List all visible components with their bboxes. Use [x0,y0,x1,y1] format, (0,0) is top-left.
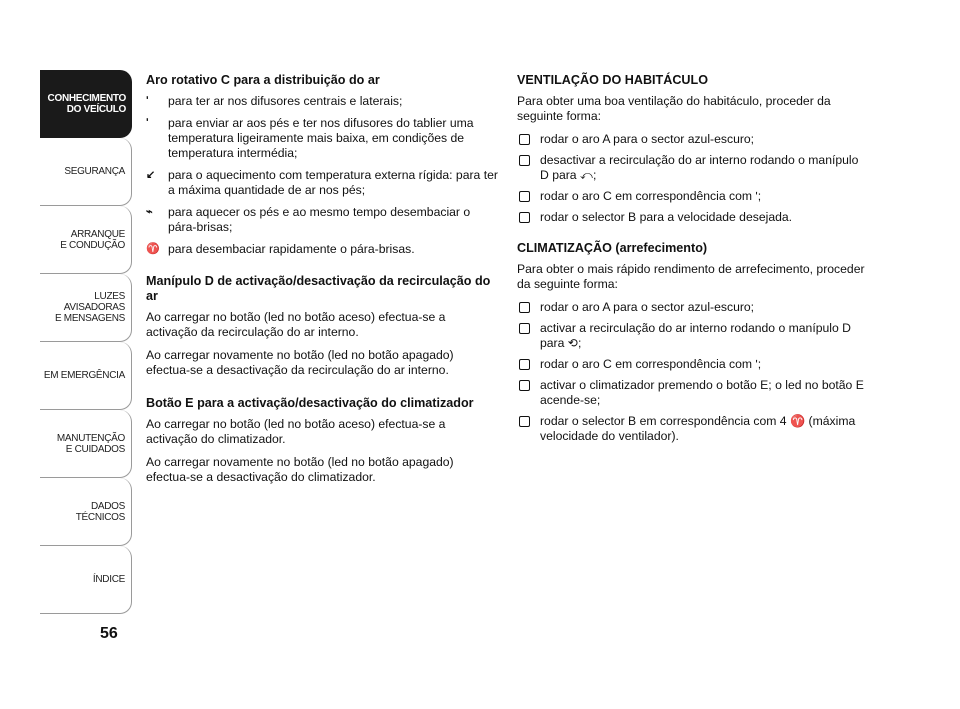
checkbox-bullet-icon [519,191,530,202]
tab-conhecimento-do-veiculo[interactable] [40,70,132,138]
tab-dados-tecnicos[interactable] [40,478,132,546]
symbol-item [146,242,498,257]
left-column [146,73,498,493]
list-item [517,321,867,351]
list-item [517,189,867,204]
tab-luzes-avisadoras[interactable] [40,274,132,342]
tab-label: ARRANQUE E CONDUÇÃO [60,228,125,251]
list-item [517,378,867,408]
heading-climatizacao: CLIMATIZAÇÃO (arrefecimento) [517,241,708,255]
symbol-text: para enviar ar aos pés e ter nos difusores do tablier uma temperatura ligeiramente mais baixa, em condições de temperatura intermédia; [168,116,474,160]
symbol-item [146,205,498,235]
vent-feet-windscreen-icon: ⌁ [146,206,153,218]
checkbox-bullet-icon [519,416,530,427]
windscreen-defrost-icon: ♈ [146,243,160,255]
list-text: activar a recirculação do ar interno rodando o manípulo D para ⟲; [540,321,851,350]
list-item [517,357,867,372]
tab-arranque-e-conducao[interactable] [40,206,132,274]
list-text: rodar o aro C em correspondência com ʹ; [540,189,762,203]
tab-label: CONHECIMENTO DO VEÍCULO [47,93,126,115]
checkbox-bullet-icon [519,212,530,223]
list-item [517,153,867,183]
checkbox-bullet-icon [519,380,530,391]
symbol-text: para aquecer os pés e ao mesmo tempo desembaciar o pára-brisas; [168,205,471,234]
list-text: desactivar a recirculação do ar interno rodando o manípulo D para ⤺; [540,153,859,182]
heading-ventilacao: VENTILAÇÃO DO HABITÁCULO [517,73,708,87]
tab-seguranca[interactable] [40,138,132,206]
heading-botao-e: Botão E para a activação/desactivação do climatizador [146,396,474,410]
list-text: rodar o selector B para a velocidade desejada. [540,210,793,224]
symbol-text: para desembaciar rapidamente o pára-brisas. [168,242,415,256]
vent-face-icon: ʹ [146,95,149,107]
symbol-item [146,116,498,161]
list-text: rodar o selector B em correspondência com 4 ♈ (máxima velocidade do ventilador). [540,414,856,443]
checkbox-bullet-icon [519,359,530,370]
checkbox-bullet-icon [519,155,530,166]
paragraph: Ao carregar no botão (led no botão aceso) efectua-se a activação da recirculação do ar interno. [146,310,446,339]
tab-indice[interactable] [40,546,132,614]
list-item [517,414,867,444]
paragraph: Ao carregar no botão (led no botão aceso) efectua-se a activação do climatizador. [146,417,446,446]
heading-manipulo-d: Manípulo D de activação/desactivação da recirculação do ar [146,274,491,303]
list-text: activar o climatizador premendo o botão E; o led no botão E acende-se; [540,378,864,407]
tab-label: DADOS TÉCNICOS [75,500,125,523]
right-column [517,73,867,450]
list-item [517,210,867,225]
vent-feet-icon: ↙ [146,169,156,181]
tab-manutencao-e-cuidados[interactable] [40,410,132,478]
list-text: rodar o aro A para o sector azul-escuro; [540,132,755,146]
tab-label: ÍNDICE [92,574,125,585]
checkbox-bullet-icon [519,134,530,145]
tab-label: MANUTENÇÃO E CUIDADOS [56,432,125,455]
list-text: rodar o aro C em correspondência com ʹ; [540,357,762,371]
tab-em-emergencia[interactable] [40,342,132,410]
symbol-text: para ter ar nos difusores centrais e laterais; [168,94,403,108]
heading-aro-c: Aro rotativo C para a distribuição do ar [146,73,380,87]
vent-face-feet-icon: ʹ [146,117,149,129]
chapter-sidebar [40,70,132,614]
checkbox-bullet-icon [519,302,530,313]
symbol-text: para o aquecimento com temperatura externa rígida: para ter a máxima quantidade de ar nos pés; [168,168,498,197]
tab-label: LUZES AVISADORAS E MENSAGENS [54,291,125,324]
list-item [517,132,867,147]
checkbox-bullet-icon [519,323,530,334]
symbol-item [146,168,498,198]
paragraph: Ao carregar novamente no botão (led no botão apagado) efectua-se a desactivação do climatizador. [146,455,454,484]
paragraph: Ao carregar novamente no botão (led no botão apagado) efectua-se a desactivação da recirculação do ar interno. [146,348,454,377]
symbol-item [146,94,498,109]
tab-label: EM EMERGÊNCIA [43,370,125,381]
list-text: rodar o aro A para o sector azul-escuro; [540,300,755,314]
page-number: 56 [100,625,118,642]
paragraph: Para obter o mais rápido rendimento de arrefecimento, proceder da seguinte forma: [517,262,865,291]
tab-label: SEGURANÇA [64,166,125,177]
list-item [517,300,867,315]
paragraph: Para obter uma boa ventilação do habitáculo, proceder da seguinte forma: [517,94,831,123]
